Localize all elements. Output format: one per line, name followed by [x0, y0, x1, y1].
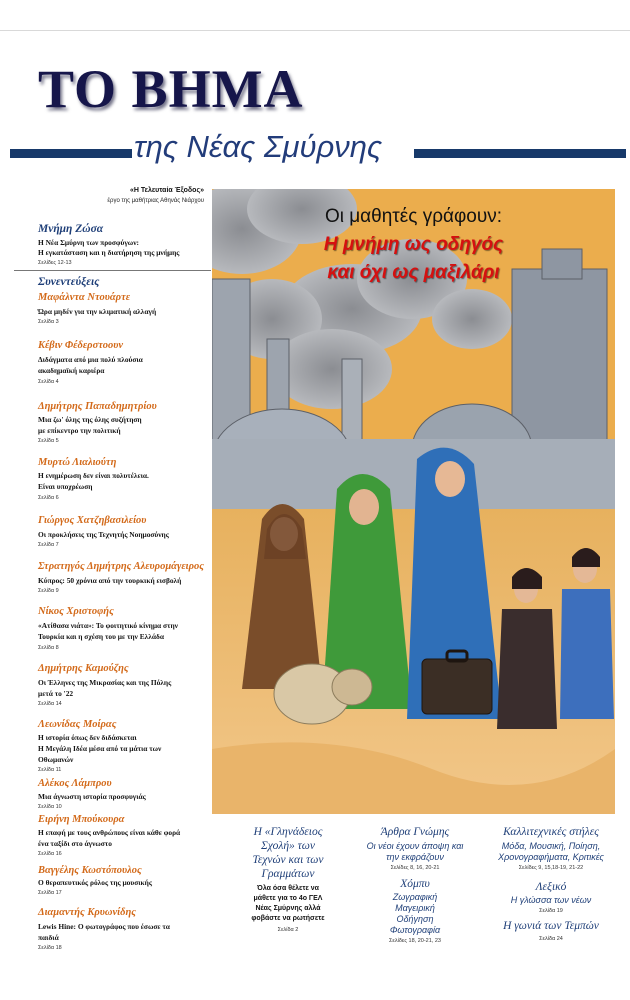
column-subheading: Οι νέοι έχουν άποψη και — [366, 841, 464, 851]
column-heading: Καλλιτεχνικές στήλες — [503, 826, 599, 838]
contents-title: Είναι υποχρέωση — [38, 482, 93, 491]
column-heading: Χόμπυ — [400, 878, 430, 890]
contents-title: Μια άγνωστη ιστορία προσφυγιάς — [38, 792, 146, 801]
contents-page: Σελίδα 14 — [38, 701, 62, 707]
cover-headline: Οι μαθητές γράφουν: — [324, 206, 503, 227]
contents-title: Διδάγματα από μια πολύ πλούσια — [38, 355, 143, 364]
contents-page: Σελίδα 7 — [38, 542, 59, 548]
contents-page: Σελίδα 18 — [38, 945, 62, 951]
contents-page: Σελίδα 9 — [38, 588, 59, 594]
contents-name: Γιώργος Χατζηβασιλείου — [38, 515, 147, 526]
contents-title: Η Μεγάλη Ιδέα μέσα από τα μάτια των — [38, 744, 162, 753]
bundle — [332, 669, 372, 705]
masthead-rule-right — [414, 149, 626, 158]
contents-title: Ώρα μηδέν για την κλιματική αλλαγή — [38, 307, 157, 316]
section-divider — [14, 270, 211, 271]
contents-name: Μυρτώ Λιαλιούτη — [38, 457, 117, 468]
column-subheading: την εκφράζουν — [386, 852, 444, 862]
contents-title: με επίκεντρο την πολιτική — [38, 426, 121, 435]
cover-caption-credit: έργο της μαθήτριας Αθηνάς Νιάρχου — [107, 198, 204, 204]
contents-page: Σελίδα 17 — [38, 890, 62, 896]
column-subheading: Ζωγραφική — [392, 892, 438, 902]
contents-title: Ο θεραπευτικός ρόλος της μουσικής — [38, 878, 152, 887]
contents-page: Σελίδα 16 — [38, 851, 62, 857]
contents-title: Η επαφή με τους ανθρώπους είναι κάθε φορά — [38, 828, 181, 837]
column-heading: Άρθρα Γνώμης — [380, 826, 450, 838]
column-heading: Η γωνιά των Τεμπών — [503, 920, 599, 932]
cover-headline-red: Η μνήμη ως οδηγός — [323, 234, 504, 255]
masthead-title: ΤΟ ΒΗΜΑ — [38, 59, 304, 119]
column-heading: Τεχνών και των — [252, 854, 324, 866]
feature-line: Η Νέα Σμύρνη των προσφύγων: — [38, 238, 139, 247]
column-heading: Η «Γληνάδειος — [253, 826, 323, 838]
contents-page: Σελίδα 3 — [38, 319, 59, 325]
contents-name: Κέβιν Φέδερστοουν — [38, 340, 124, 351]
column-page: Σελίδες 8, 16, 20-21 — [390, 865, 440, 871]
feature-heading: Μνήμη Ζώσα — [38, 223, 104, 235]
contents-title: Κύπρος: 50 χρόνια από την τουρκική εισβολή — [38, 576, 182, 585]
contents-name: Στρατηγός Δημήτρης Αλευρομάγειρος — [38, 561, 204, 572]
column-heading: Γραμμάτων — [261, 868, 315, 880]
contents-name: Δημήτρης Παπαδημητρίου — [38, 401, 157, 412]
contents-name: Αλέκος Λάμπρου — [38, 778, 112, 789]
column-subheading: Χρονογραφήματα, Κριτικές — [498, 852, 604, 862]
column-subheading: Μαγειρική — [395, 903, 435, 913]
contents-page: Σελίδα 6 — [38, 495, 59, 501]
contents-page: Σελίδα 11 — [38, 767, 62, 773]
column-heading: Λεξικό — [535, 881, 567, 893]
contents-title: Οι Έλληνες της Μικρασίας και της Πόλης — [38, 678, 172, 687]
column-subheading: Οδήγηση — [396, 914, 434, 924]
contents-page: Σελίδα 4 — [38, 379, 59, 385]
contents-title: Η ιστορία όπως δεν διδάσκεται — [38, 733, 137, 742]
contents-title: «Ατίθασα νιάτα»: Το φοιτητικό κίνημα στην — [38, 621, 178, 630]
contents-title: ακαδημαϊκή καριέρα — [38, 366, 105, 375]
masthead-rule-left — [10, 149, 132, 158]
column-subheading: Μόδα, Μουσική, Ποίηση, — [501, 841, 601, 851]
contents-title: Η ενημέρωση δεν είναι πολυτέλεια. — [38, 471, 149, 480]
suitcase — [422, 659, 492, 714]
contents-title: Οι προκλήσεις της Τεχνητής Νοημοσύνης — [38, 530, 169, 539]
top-rule — [0, 30, 630, 31]
contents-name: Ειρήνη Μπούκουρα — [38, 814, 125, 825]
column-page: Σελίδες 18, 20-21, 23 — [389, 938, 441, 944]
contents-title: Τουρκία και η σχέση του με την Ελλάδα — [38, 632, 164, 641]
contents-page: Σελίδα 5 — [38, 438, 59, 444]
column-page: Σελίδα 24 — [539, 936, 563, 942]
contents-page: Σελίδα 10 — [38, 804, 62, 810]
column-body: Νέας Σμύρνης αλλά — [255, 905, 321, 912]
column-body: Όλα όσα θέλετε να — [257, 885, 319, 892]
column-page: Σελίδες 9, 15,18-19, 21-22 — [518, 865, 584, 871]
contents-name: Λεωνίδας Μοίρας — [38, 719, 117, 730]
contents-title: μετά το '22 — [38, 689, 74, 698]
column-page: Σελίδα 2 — [277, 927, 299, 933]
column-subheading: Η γλώσσα των νέων — [510, 895, 592, 905]
column-body: φοβάστε να ρωτήσετε — [251, 915, 325, 922]
contents-title: παιδιά — [38, 933, 59, 942]
cover-headline-red: και όχι ως μαξιλάρι — [327, 262, 500, 283]
contents-title: Οθωμανών — [38, 755, 74, 764]
interviews-heading: Συνεντεύξεις — [38, 276, 100, 288]
column-body: μάθετε για το 4ο ΓΕΛ — [253, 895, 323, 902]
contents-name: Βαγγέλης Κωστόπουλος — [38, 865, 142, 876]
contents-title: Μια ζω' όλης της όλης συζήτηση — [38, 415, 142, 424]
feature-page: Σελίδες 12-13 — [38, 260, 72, 266]
contents-name: Μαφάλντα Ντουάρτε — [38, 292, 131, 303]
column-heading: Σχολή» των — [260, 840, 316, 852]
contents-title: Lewis Hine: Ο φωτογράφος που έσωσε τα — [38, 922, 170, 931]
contents-name: Δημήτρης Καμούζης — [38, 663, 129, 674]
column-subheading: Φωτογραφία — [389, 925, 441, 935]
column-page: Σελίδα 19 — [539, 908, 563, 914]
contents-page: Σελίδα 8 — [38, 645, 59, 651]
contents-name: Διαμαντής Κρυωνίδης — [38, 907, 136, 918]
contents-title: ένα ταξίδι στο άγνωστο — [38, 839, 112, 848]
contents-name: Νίκος Χριστοφής — [38, 606, 114, 617]
cover-caption-title: «Η Τελευταία Έξοδος» — [129, 187, 204, 194]
feature-line: Η εγκατάσταση και η διατήρηση της μνήμης — [38, 248, 180, 257]
masthead-subtitle: της Νέας Σμύρνης — [134, 129, 383, 164]
